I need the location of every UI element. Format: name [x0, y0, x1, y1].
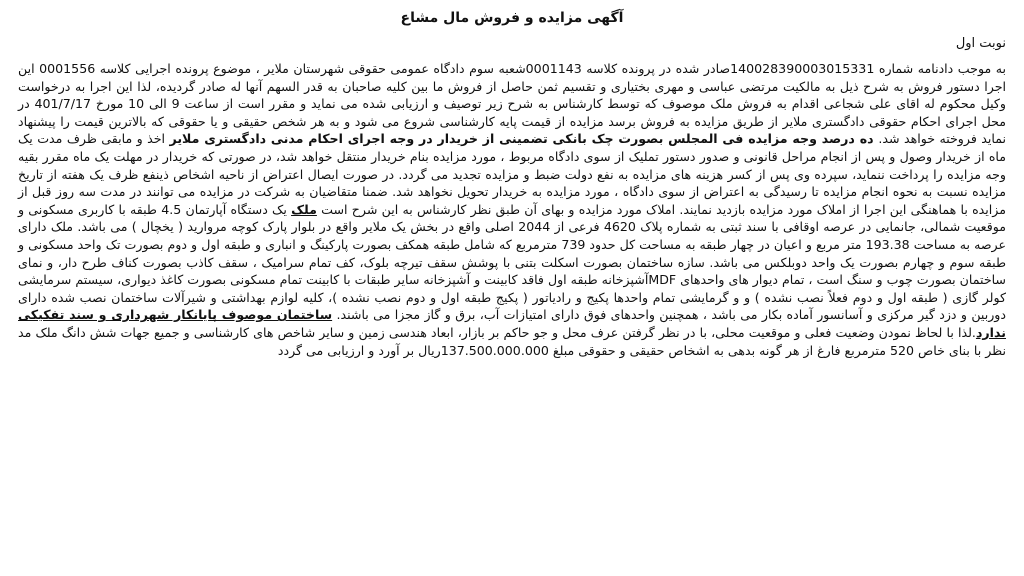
body-part-1: به موجب دادنامه شماره 140028390003015331صادر شده در پرونده کلاسه 0001143شعبه سوم دادگاه عمومی حقوقی شهرستان ملایر ، موضوع پرونده اجرایی کلاسه 0001556 این اجرا دستور فروش به شرح ذیل به مالکیت مرتضی عباسی و مهری بختیاری و تقسیم ثمن حاصل از فروش ما بین کلیه صاحبان به قدر السهم آنها له صادر گردیده، لذا این اجرا به درخواست وکیل محکوم له اقای علی شجاعی اقدام به فروش ملک موصوف که توسط کارشناس به شرح زیر توصیف و ارزیابی شده می نماید و مقرر است از ساعت 9 الی 10 مورخ 401/7/17 در محل اجرای احکام حقوقی دادگستری ملایر از طریق مزایده به فروش برسد مزایده از قیمت پایه کارشناسی شروع می شود و به هر شخص حقیقی و یا حقوقی که بالاترین قیمت را پیشنهاد نماید فروخته خواهد شد. [18, 61, 1007, 147]
body-bold-building-status: ساختمان موصوف پایانکار شهرداری و سند تفکیکی ندارد [18, 307, 1006, 340]
notice-round: نوبت اول [955, 36, 1006, 51]
notice-title: آگهی مزایده و فروش مال مشاع [400, 10, 624, 26]
notice-body [18, 60, 1006, 359]
body-bold-property: ملک [291, 201, 317, 217]
body-bold-deposit: ده درصد وجه مزایده فی المجلس بصورت چک بانکی تضمینی از خریدار در وجه اجرای احکام مدنی دادگستری ملایر [169, 131, 879, 147]
body-part-5: یک دستگاه آپارتمان 4.5 طبقه با کاربری مسکونی و موقعیت شمالی، جانمایی در عرصه اوقافی با سند ثبتی به شماره پلاک 4620 فرعی از 2044 اصلی واقع در بخش یک ملایر واقع در بلوار پارک کوچه مروارید ( یخچال ) می باشد. ملک دارای عرصه به مساحت 193.38 متر مربع و اعیان در چهار طبقه به مساحت کل حدود 739 مترمربع که شامل طبقه همکف بصورت پارکینگ و انباری و طبقه اول و دوم بصورت تک واحد مسکونی و طبقه سوم و چهارم بصورت یک واحد دوبلکس می باشد. سازه ساختمان بصورت اسکلت بتنی با پوشش سقف تیرچه بلوک، کف تمام سرامیک ، سقف کاذب بصورت کناف طرح دار، و نمای ساختمان بصورت چوب و سنگ است ، تمام دیوار های واحدهای MDFآشپزخانه طبقه اول فاقد کابینت و آشپزخانه سایر طبقات با کابینت تمام مسکونی بصورت کاغذ دیواری، سیستم سرمایشی کولر گازی ( طبقه اول و دوم فعلاً نصب نشده ) و و گرمایشی تمام واحدها پکیج و رادیاتور ( پکیج طبقه اول و دوم نصب نشده )، کلیه لوازم بهداشتی و شیرآلات ساختمان نصب شده دارای دوربین و دزد گیر مرکزی و آسانسور آماده بکار می باشد ، همچنین واحدهای فوق دارای امتیازات آب، برق و گاز مجزا می باشند. [18, 201, 1007, 323]
body-part-7: .لذا با لحاظ نمودن وضعیت فعلی و موقعیت محلی، با در نظر گرفتن عرف محل و جو حاکم بر بازار، ابعاد هندسی زمین و سایر شاخص های کارشناسی و جمیع جهات شش دانگ ملک مد نظر با بنای خاص 520 مترمربع فارغ از هر گونه بدهی به اشخاص حقیقی و حقوقی مبلغ 137.500.000.000ریال بر آورد و ارزیابی می گردد [18, 324, 1006, 358]
body-part-3: اخذ و مابقی ظرف مدت یک ماه از خریدار وصول و پس از انجام مراحل قانونی و صدور دستور تملیک از سوی دادگاه مربوط ، مورد مزایده بنام خریدار منتقل خواهد شد، در صورتی که خریدار در مهلت یک ماه مقرر بقیه وجه مزایده را پرداخت ننماید، سپرده وی پس از کسر هزینه های مزایده به نفع دولت ضبط و مزایده تجدید می گردد. در صورت ایصال اعتراض از ناحیه اشخاص ذینفع ظرف یک هفته از تاریخ مزایده نسبت به نحوه انجام مزایده تا رسیدگی به اعتراض از سوی دادگاه ، مورد مزایده به خریدار تحویل نخواهد شد. ضمنا متقاضیان به شرکت در مزایده می توانند در مدت سه روز قبل از مزایده با هماهنگی این اجرا از املاک مورد مزایده بازدید نمایند. املاک مورد مزایده و بهای آن طبق نظر کارشناس به این شرح است [18, 131, 1006, 217]
